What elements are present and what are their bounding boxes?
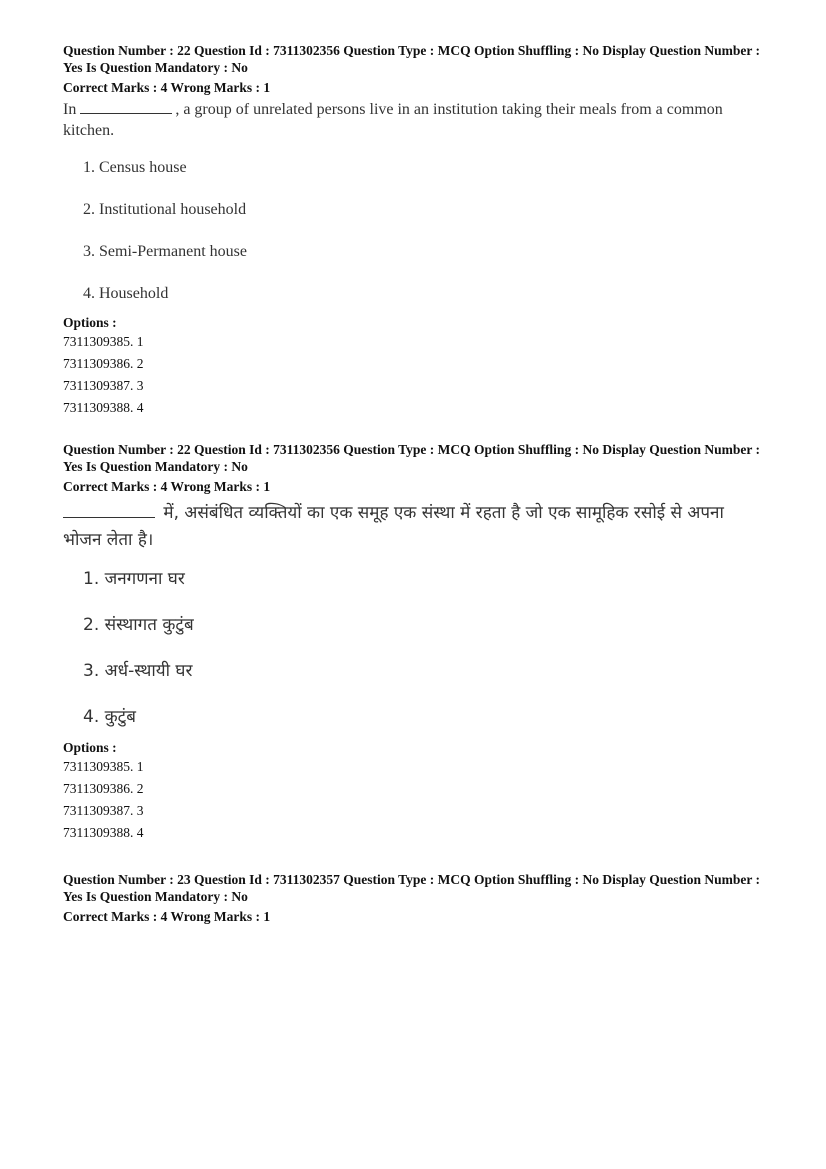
choice-item: 4. कुटुंब: [83, 706, 136, 727]
option-id: 7311309387. 3: [63, 802, 144, 818]
option-id: 7311309388. 4: [63, 399, 144, 415]
choice-item: 2. संस्थागत कुटुंब: [83, 614, 194, 635]
answer-blank: [63, 502, 155, 518]
question-text: [63, 500, 763, 554]
question-meta: Question Number : 22 Question Id : 7311302356 Question Type : MCQ Option Shuffling : No Display Question Number : Yes Is Question Mandatory : No: [63, 442, 760, 474]
question-block-hindi: [63, 442, 763, 844]
options-label: Options :: [63, 739, 117, 755]
answer-blank: [80, 98, 172, 114]
option-id: 7311309385. 1: [63, 758, 144, 774]
question-text-rest: में, असंबंधित व्यक्तियों का एक समूह एक संस्था में रहता है जो एक सामूहिक रसोई से अपना भोजन लेता है।: [63, 502, 724, 550]
choice-item: 2. Institutional household: [83, 200, 247, 218]
question-meta: Question Number : 22 Question Id : 7311302356 Question Type : MCQ Option Shuffling : No Display Question Number : Yes Is Question Mandatory : No: [63, 43, 760, 75]
option-id: 7311309385. 1: [63, 333, 144, 349]
choice-item: 1. Census house: [83, 158, 187, 176]
question-text-rest: , a group of unrelated persons live in an institution taking their meals from a common kitchen.: [63, 100, 723, 139]
option-id: 7311309387. 3: [63, 377, 144, 393]
question-block-next: [63, 872, 763, 926]
choice-list: [63, 556, 763, 740]
options-label: Options :: [63, 314, 117, 330]
question-marks: Correct Marks : 4 Wrong Marks : 1: [63, 80, 271, 95]
option-id: 7311309386. 2: [63, 355, 144, 371]
choice-item: 1. जनगणना घर: [83, 568, 185, 589]
question-text-lead: In: [63, 100, 77, 118]
choice-item: 4. Household: [83, 284, 169, 302]
question-text: [63, 98, 763, 141]
choice-item: 3. Semi-Permanent house: [83, 242, 247, 260]
question-meta: Question Number : 23 Question Id : 7311302357 Question Type : MCQ Option Shuffling : No Display Question Number : Yes Is Question Mandatory : No: [63, 872, 760, 904]
option-id: 7311309386. 2: [63, 780, 144, 796]
choice-item: 3. अर्ध-स्थायी घर: [83, 660, 193, 681]
choice-list: [63, 147, 763, 315]
question-marks: Correct Marks : 4 Wrong Marks : 1: [63, 479, 271, 494]
option-id: 7311309388. 4: [63, 824, 144, 840]
question-block-english: [63, 43, 763, 419]
question-marks: Correct Marks : 4 Wrong Marks : 1: [63, 909, 271, 924]
